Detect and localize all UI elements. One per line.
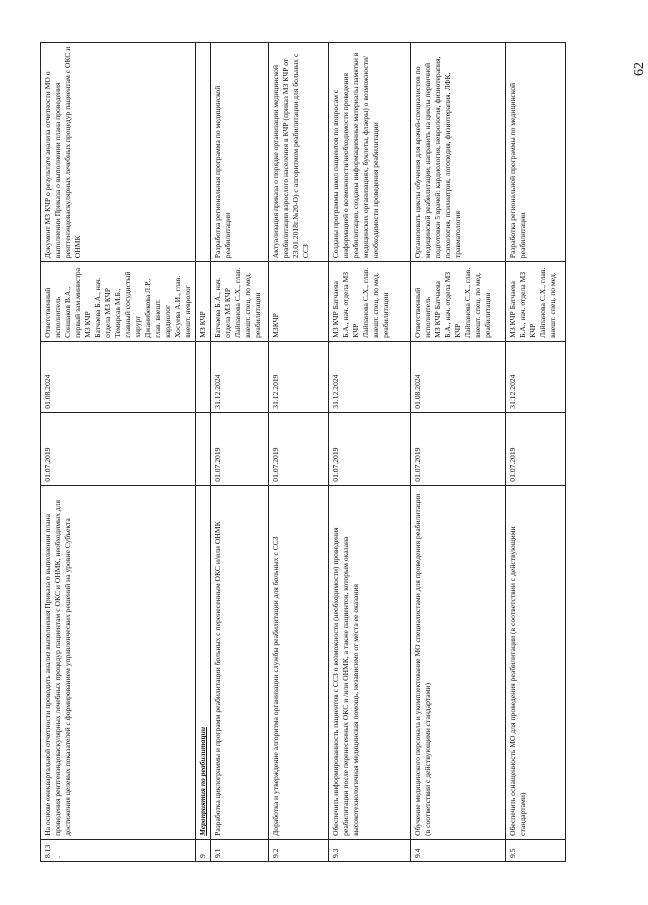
responsible-text: МЗКЧР <box>271 313 281 338</box>
result: Актуализация приказа о порядке организации медицинской реабилитации взрослого населения в КЧР (приказ МЗ КЧР от 23.01.2018г.№20-О) с алгоритмом реабилитации для больных с ССЗ <box>269 43 329 262</box>
activity-name: На основе ежеквартальной отчетности проводить анализ выполнения Приказа о выполнении плана проведения рентгенэндоваскулярных лечебных процедур пациентам с ОКС и ОНМК, необходимых для достижения целевых показателей с формированием управленческих решений на уровне Субъекта <box>41 485 196 839</box>
result: Разработка региональная программа по медицинской реабилитации <box>211 43 269 262</box>
activities-table <box>40 42 566 862</box>
responsible-text: МЗ КЧР Батчаева Б.А., нач. отдела МЗ КЧР Лайпанова С.Х., глав. внешт. спец. по мед. <box>508 267 558 338</box>
start-date: 01.07.2019 <box>329 412 411 485</box>
section-row <box>196 43 211 862</box>
section-responsible: МЗ КЧР <box>196 262 211 342</box>
responsible <box>329 262 411 342</box>
result: Документ МЗ КЧР о результате анализа отчетности МО о выполнении Приказа о выполнении плана проведения рентгенэндоваскулярных лечебных процедур пациентам с ОКС и ОНМК <box>41 43 196 262</box>
responsible-text: Батчаева Б.А., нач. отдела МЗ КЧР Лайпанова С.Х., глав. внешт. спец. по мед. реабилитации <box>213 267 263 338</box>
row-number: 9.2 <box>269 839 329 861</box>
section-number: 9 <box>196 839 211 861</box>
end-date: 31.12.2024 <box>329 341 411 412</box>
end-date: 31.12.2019 <box>269 341 329 412</box>
responsible <box>41 262 196 342</box>
row-number: 9.5 <box>506 839 566 861</box>
start-date: 01.07.2019 <box>411 412 506 485</box>
activity-name: Обучение медицинского персонала и укомплектование МО специалистами для проведения реабилитации (в соответствии с действующими стандартами) <box>411 485 506 839</box>
row-number: 9.1 <box>211 839 269 861</box>
end-date: 01.08.2024 <box>41 341 196 412</box>
empty-cell <box>196 341 211 412</box>
table-row <box>506 43 566 862</box>
responsible <box>211 262 269 342</box>
activity-name: Разработка циклограммы и программ реабилитации больных с перенесенным ОКС и/или ОНМК <box>211 485 269 839</box>
section-title <box>196 485 211 839</box>
page-number: 62 <box>632 62 647 76</box>
responsible-text: Ответственный исполнитель Соншаков В.А., первый зам.министра МЗ КЧР Батчаева Б.А., нач. отдела МЗ КЧР Темирсав М.Б., главный сосудистый хирург Джанибекова Л.Р., глав. внешт. кардиолог Хосуева А.И., глав. внешт. невролог <box>43 267 193 338</box>
end-date: 31.12.2024 <box>506 341 566 412</box>
start-date: 01.07.2019 <box>211 412 269 485</box>
table-row <box>211 43 269 862</box>
row-number: 8.13. <box>41 839 196 861</box>
table-row <box>41 43 196 862</box>
responsible <box>411 262 506 342</box>
result: Созданы программы школ пациентов по вопросам с информацией о возможности/необходимости проведения реабилитации, созданы информационные материалы памятки в медицинских организациях, буклеты, флаеры) о возможности/необходимости проведения реабилитации <box>329 43 411 262</box>
start-date: 01.07.2019 <box>506 412 566 485</box>
section-label: Мероприятия по реабилитации <box>198 726 208 836</box>
table-row <box>269 43 329 862</box>
start-date: 01.07.2019 <box>269 412 329 485</box>
rotated-table-wrap <box>40 42 586 862</box>
table-row <box>411 43 506 862</box>
table-row <box>329 43 411 862</box>
empty-cell <box>196 412 211 485</box>
activity-name: Обеспечить информированность пациентов с ССЗ о возможности (необходимости) проведения реабилитации после перенесенных ОКС и /или ОНМК, а также пациентов, которым оказана высокотехнологичная медицинская помощь, независимо от места ее оказания <box>329 485 411 839</box>
activity-name: Обеспечить оснащенность МО для проведения реабилитации (в соответствии с действующими стандартами) <box>506 485 566 839</box>
empty-cell <box>196 43 211 262</box>
responsible-text: МЗ КЧР Батчаева Б.А., нач. отдела МЗ КЧР Лайпанова С.Х., глав. внешт. спец. по мед. реабилитации <box>331 267 391 338</box>
row-number: 9.4 <box>411 839 506 861</box>
responsible <box>269 262 329 342</box>
activity-name: Доработка и утверждение алгоритма организации службы реабилитации для больных с ССЗ <box>269 485 329 839</box>
responsible-text: Ответственный исполнитель МЗ КЧР Батчаева Б.А., нач. отдела МЗ КЧР Лайпанова С.Х., глав. внешт. спец. по мед. реабилитации <box>413 267 493 338</box>
row-number: 9.3 <box>329 839 411 861</box>
result: Организовать циклы обучения для врачей-специалистов по медицинской реабилитации, направить на циклы первичной подготовки 5 врачей: кардиология, неврология, физиотерапия, психология, психиатрия, логопедия, физиотерапия, ЛФК, травматология <box>411 43 506 262</box>
end-date: 01.08.2024 <box>411 341 506 412</box>
start-date: 01.07.2019 <box>41 412 196 485</box>
result: Разработка региональной программы по медицинской реабилитации <box>506 43 566 262</box>
end-date: 31.12.2024 <box>211 341 269 412</box>
responsible <box>506 262 566 342</box>
